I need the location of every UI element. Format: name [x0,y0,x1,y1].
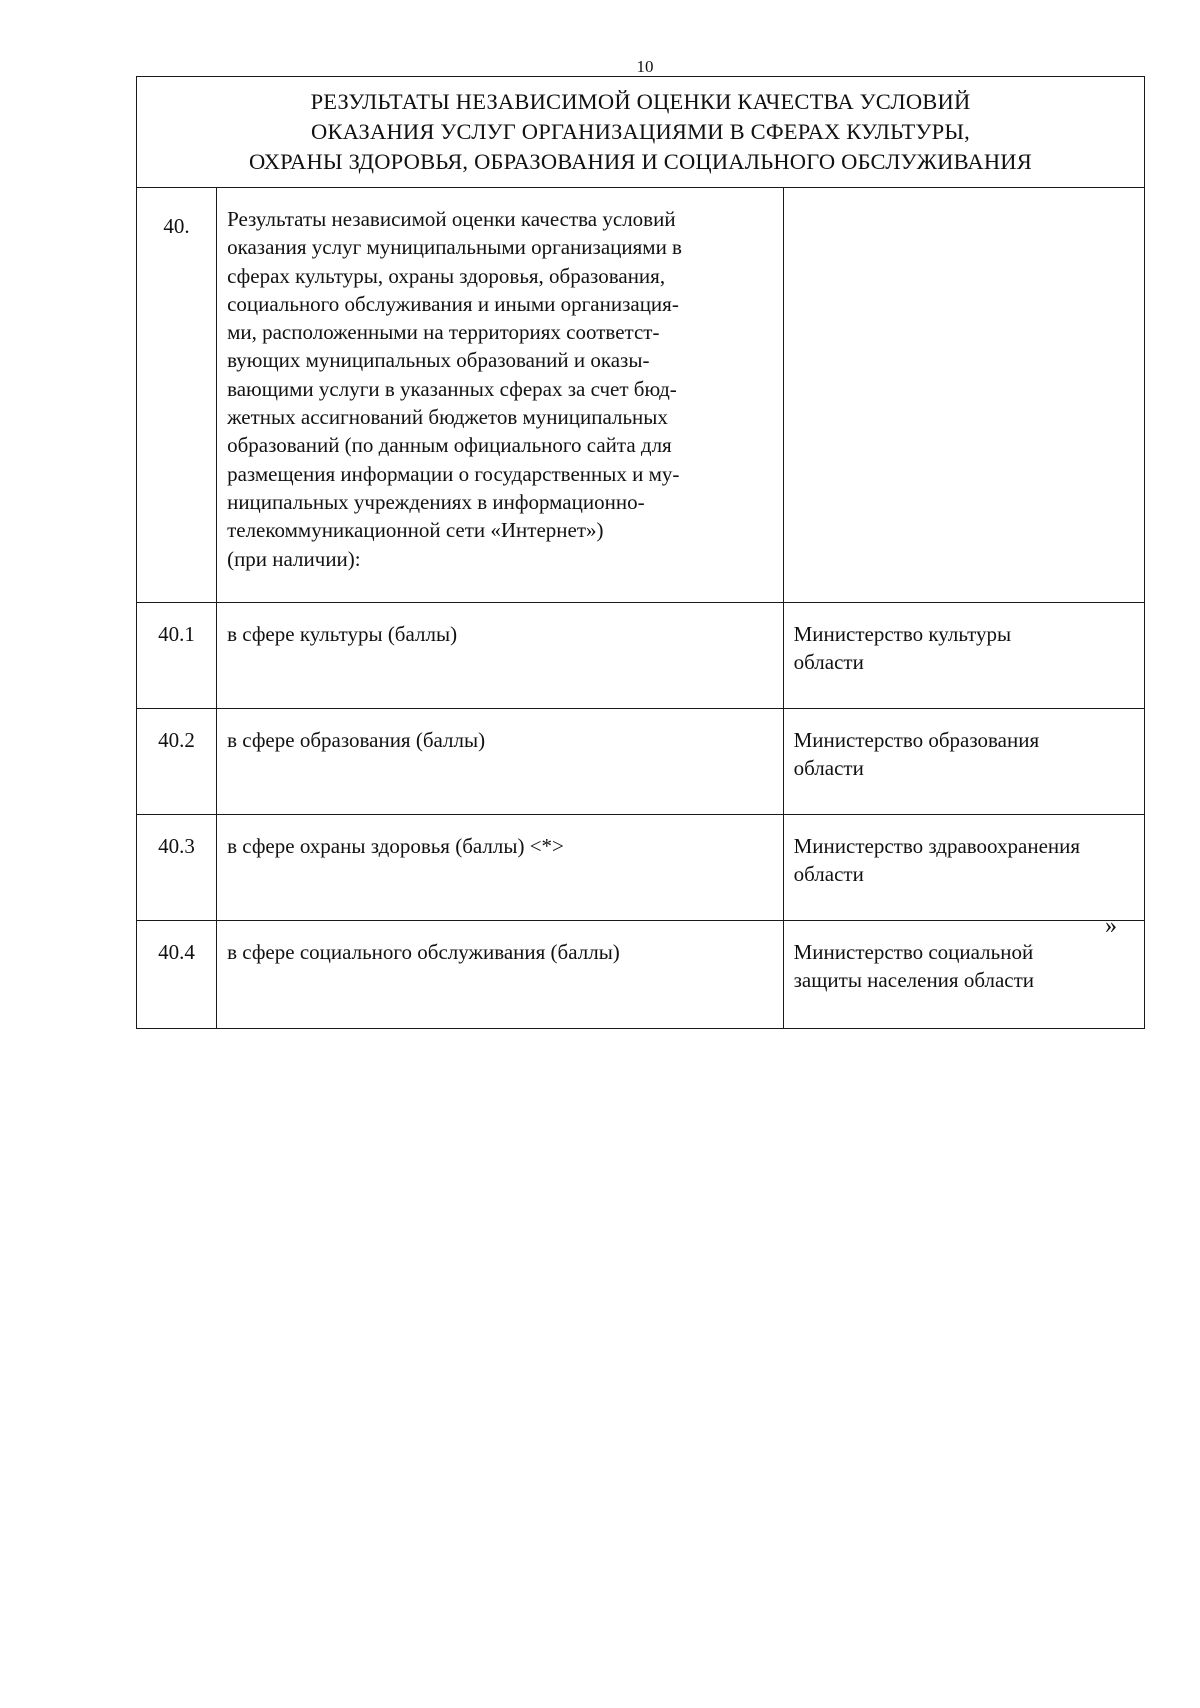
description-line: ми, расположенными на территориях соответст- [227,320,660,345]
responsible-line: защиты населения области [793,968,1035,992]
page-number: 10 [636,57,654,76]
row-responsible [783,815,1144,921]
responsible-line: области [793,756,864,780]
table-row [137,709,1145,815]
description-line: размещения информации о государственных и му- [227,461,680,486]
row-responsible [783,603,1144,709]
responsible-line: Министерство социальной [793,940,1034,964]
description-line: вующих муниципальных образований и оказы- [227,348,650,373]
responsible-line: области [793,650,864,674]
table-row [137,815,1145,921]
description-line: оказания услуг муниципальными организациями в [227,235,682,260]
table-row [137,603,1145,709]
description-line: вающими услуги в указанных сферах за счет бюд- [227,376,677,401]
section-header-row [137,77,1145,188]
row-responsible [783,709,1144,815]
description-line: Результаты независимой оценки качества условий [227,207,676,231]
description-line: образований (по данным официального сайта для [227,433,672,458]
row-number: 40.3 [137,815,217,921]
section-title-line: РЕЗУЛЬТАТЫ НЕЗАВИСИМОЙ ОЦЕНКИ КАЧЕСТВА УСЛОВИЙ [310,89,971,114]
row-responsible [783,921,1144,1029]
responsible-line: Министерство образования [793,728,1040,752]
description-line: ниципальных учреждениях в информационно- [227,489,645,514]
row-description: в сфере образования (баллы) [217,709,784,815]
section-header [137,77,1145,188]
section-title-line: ОКАЗАНИЯ УСЛУГ ОРГАНИЗАЦИЯМИ В СФЕРАХ КУЛЬТУРЫ, [311,119,970,144]
description-line: телекоммуникационной сети «Интернет») [227,518,604,543]
row-number: 40.2 [137,709,217,815]
table-row [137,921,1145,1029]
row-description: в сфере охраны здоровья (баллы) <*> [217,815,784,921]
row-description [217,188,784,603]
row-description: в сфере культуры (баллы) [217,603,784,709]
table-row [137,188,1145,603]
description-line: сферах культуры, охраны здоровья, образования, [227,263,666,288]
responsible-line: Министерство здравоохранения [793,834,1081,858]
indicators-table [136,76,1145,1029]
row-responsible [783,188,1144,603]
description-line: (при наличии): [227,546,361,571]
description-line: социального обслуживания и иными организация- [227,291,679,316]
description-line: жетных ассигнований бюджетов муниципальных [227,405,668,430]
row-number: 40.1 [137,603,217,709]
row-number: 40. [137,188,217,603]
responsible-line: области [793,862,864,886]
section-title-line: ОХРАНЫ ЗДОРОВЬЯ, ОБРАЗОВАНИЯ И СОЦИАЛЬНОГО ОБСЛУЖИВАНИЯ [249,149,1032,174]
closing-quote-mark: » [1105,913,1117,939]
responsible-line: Министерство культуры [793,622,1012,646]
row-description: в сфере социального обслуживания (баллы) [217,921,784,1029]
row-number: 40.4 [137,921,217,1029]
